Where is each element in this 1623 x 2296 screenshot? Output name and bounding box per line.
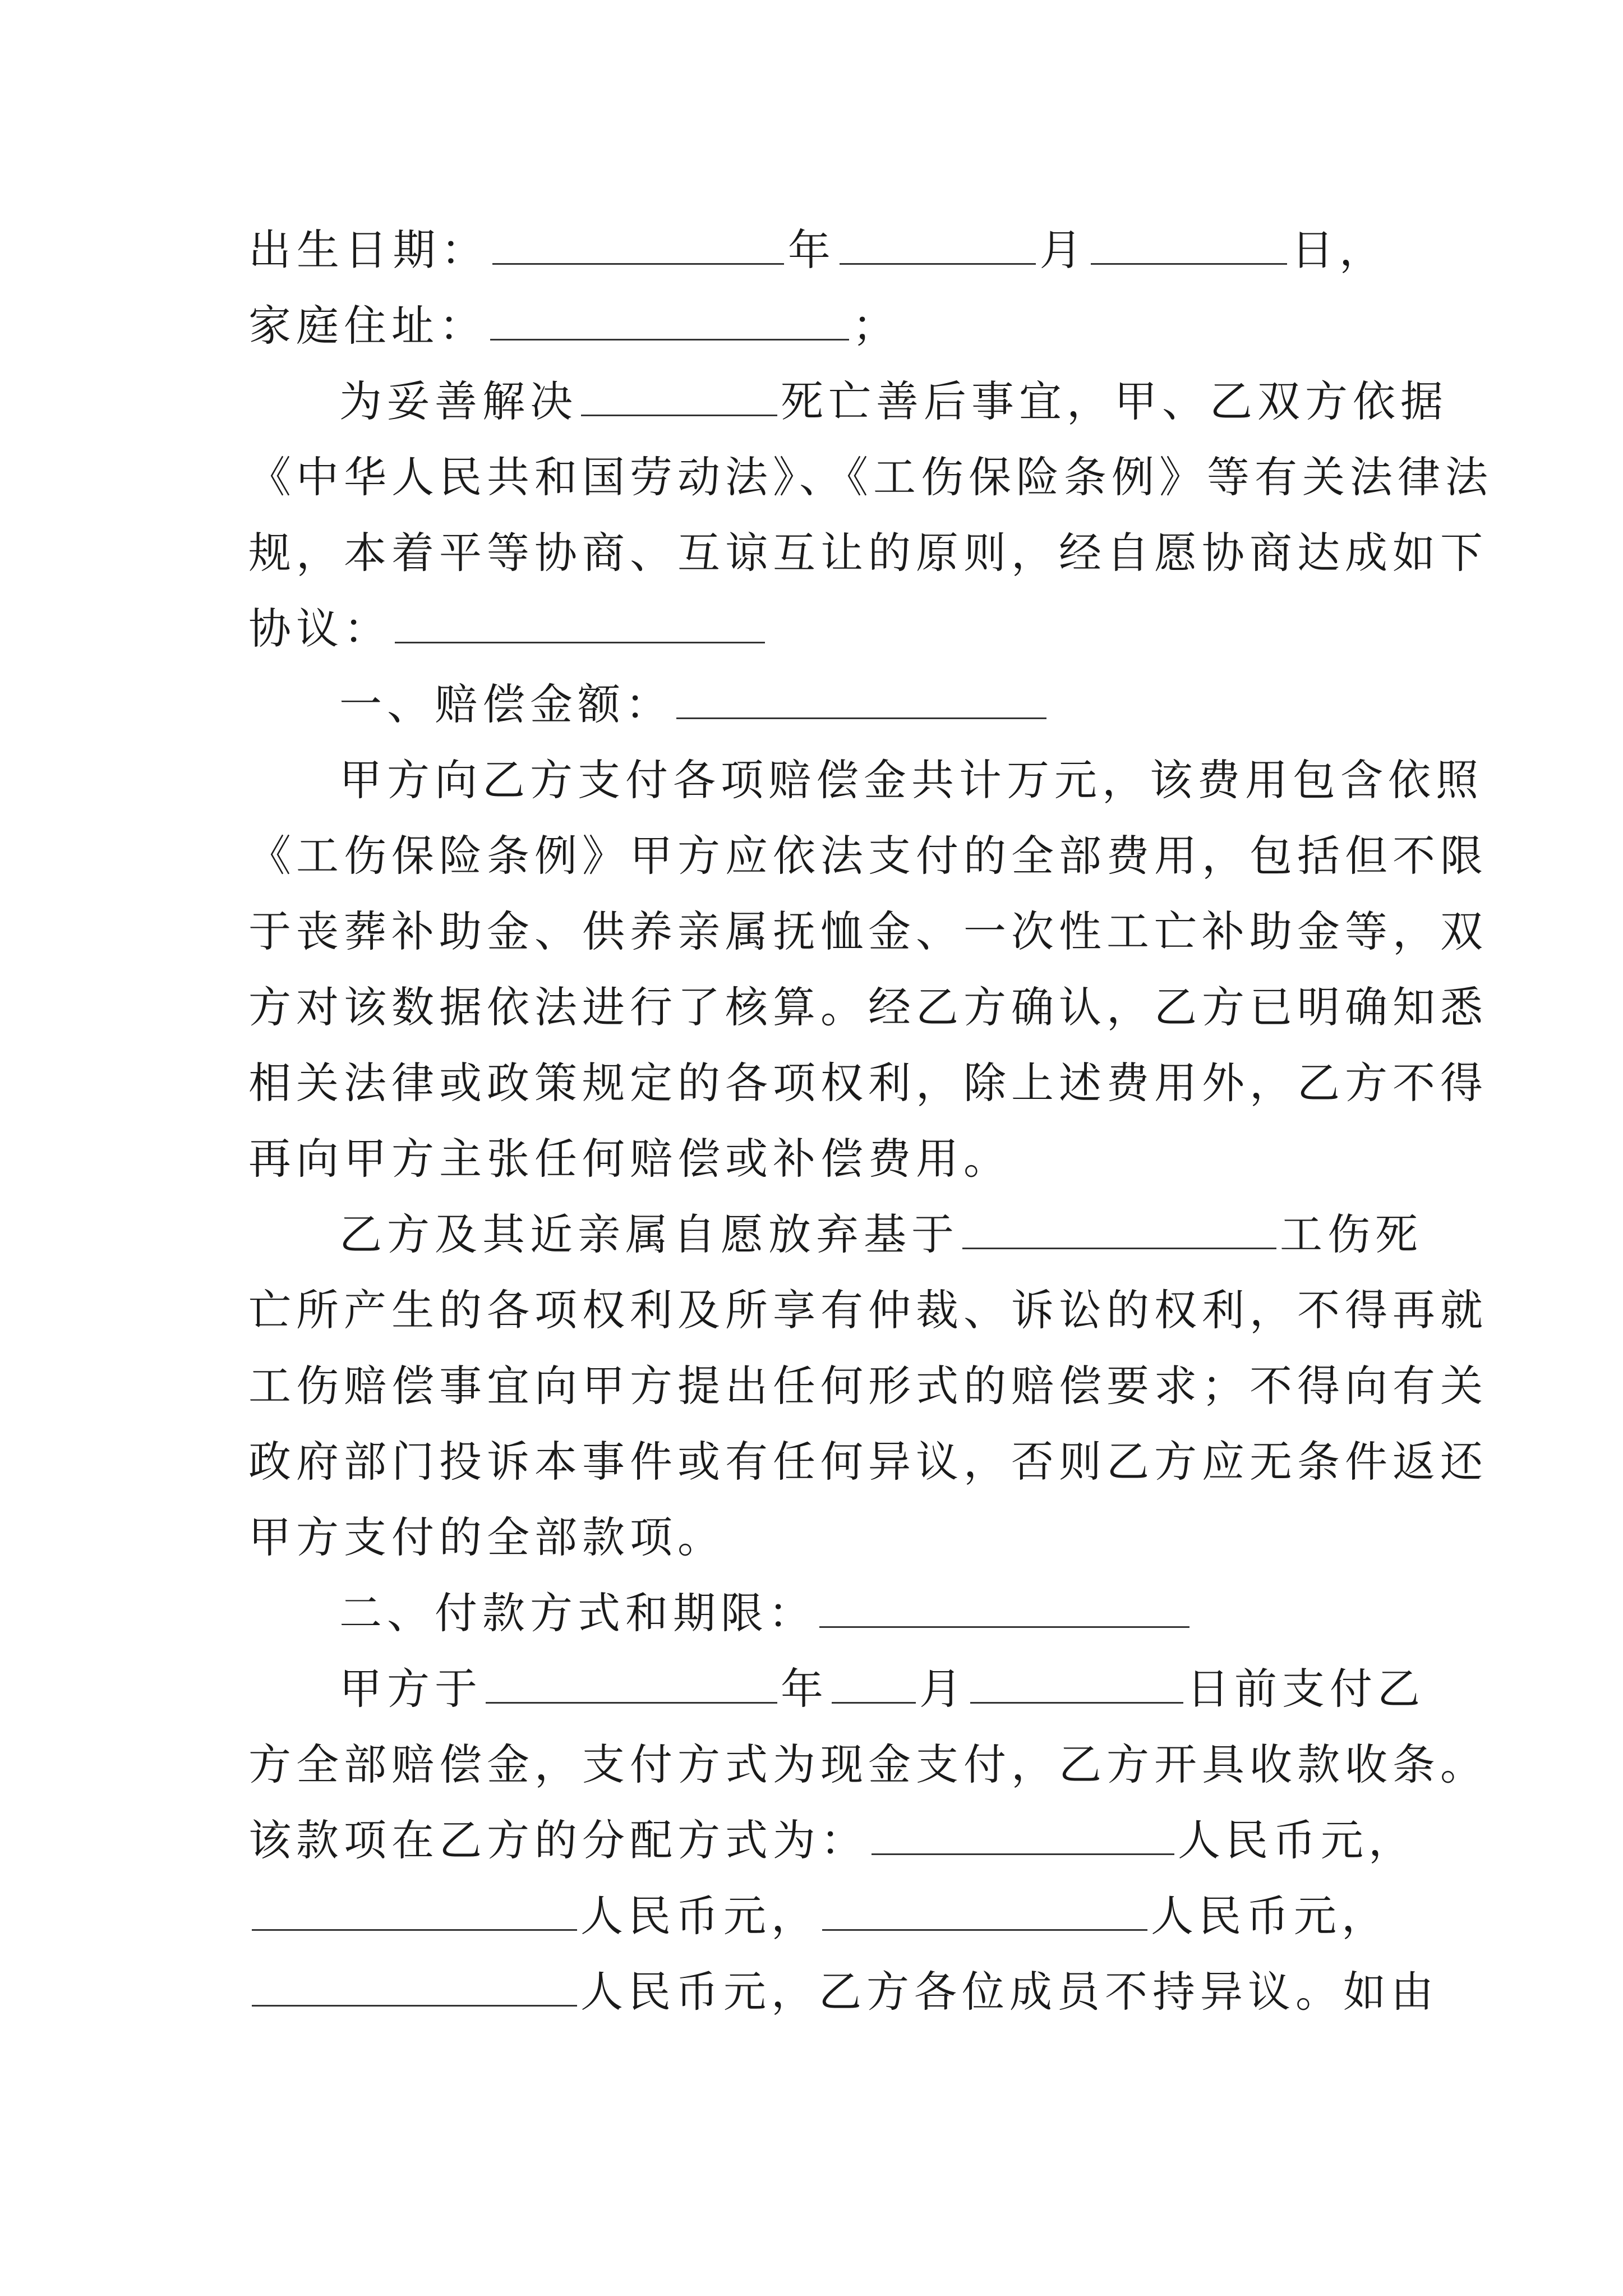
- section1-heading: [248, 666, 1387, 742]
- section2-heading: [248, 1575, 1387, 1651]
- section1-p2-line-3: 工伤赔偿事宜向甲方提出任何形式的赔偿要求；不得向有关: [248, 1361, 1488, 1411]
- distribution-blank-1: [872, 1818, 1174, 1855]
- section2-line-2: 方全部赔偿金，支付方式为现金支付，乙方开具收款收条。: [248, 1740, 1488, 1789]
- preamble-line-4: [248, 591, 1387, 666]
- address-label: 家庭住址：: [248, 301, 487, 351]
- agreement-blank: [395, 606, 765, 643]
- section1-p1-line-3: 于丧葬补助金、供养亲属抚恤金、一次性工亡补助金等，双: [248, 907, 1488, 956]
- distribution-unit-4: 人民币元，乙方各位成员不持异议。如由: [580, 1967, 1438, 2017]
- address-blank: [490, 303, 849, 341]
- preamble-line-2: 《中华人民共和国劳动法》、《工伤保险条例》等有关法律法: [248, 452, 1493, 502]
- payment-year-label: 年: [781, 1664, 828, 1714]
- waiver-text-a: 乙方及其近亲属自愿放弃基于: [339, 1209, 959, 1259]
- preamble-line-3: 规，本着平等协商、互谅互让的原则，经自愿协商达成如下: [248, 528, 1488, 578]
- birth-year-blank: [492, 227, 784, 265]
- birth-date-line: [248, 212, 1387, 288]
- section1-p2-line-4: 政府部门投诉本事件或有任何异议，否则乙方应无条件返还: [248, 1437, 1488, 1487]
- address-end: ；: [852, 301, 900, 351]
- distribution-unit-1: 人民币元，: [1178, 1815, 1416, 1865]
- section2-line-3: [248, 1802, 1416, 1878]
- birth-day-label: 日，: [1290, 225, 1387, 275]
- payment-month-label: 月: [919, 1664, 967, 1714]
- section1-p2-line-5: 甲方支付的全部款项。: [248, 1512, 725, 1562]
- section1-p1-line-6: 再向甲方主张任何赔偿或补偿费用。: [248, 1134, 1011, 1184]
- section1-p2-line-2: 亡所产生的各项权利及所享有仲裁、诉讼的权利，不得再就: [248, 1285, 1488, 1335]
- preamble-text-a: 为妥善解决: [339, 376, 578, 426]
- compensation-amount-blank: [676, 682, 1046, 719]
- payment-method-heading: 二、付款方式和期限：: [339, 1588, 816, 1638]
- section2-line-5: [248, 1954, 1438, 2030]
- section1-p1-line-2: 《工伤保险条例》甲方应依法支付的全部费用，包括但不限: [248, 831, 1488, 881]
- section1-p2-line-1: [248, 1197, 1423, 1272]
- distribution-unit-2: 人民币元，: [580, 1891, 819, 1941]
- section1-p1-line-5: 相关法律或政策规定的各项权利，除上述费用外，乙方不得: [248, 1058, 1488, 1108]
- birth-year-label: 年: [787, 225, 836, 275]
- agreement-label: 协议：: [248, 604, 391, 654]
- waiver-text-b: 工伤死: [1280, 1209, 1423, 1259]
- preamble-line-1: [248, 364, 1448, 439]
- payment-date-text-b: 日前支付乙: [1187, 1664, 1425, 1714]
- compensation-amount-heading: 一、赔偿金额：: [339, 679, 673, 729]
- birth-month-blank: [840, 227, 1036, 265]
- payment-year-blank: [486, 1666, 777, 1704]
- address-line: [248, 288, 1387, 364]
- preamble-text-b: 死亡善后事宜，甲、乙双方依据: [781, 376, 1448, 426]
- distribution-blank-2: [252, 1893, 577, 1931]
- payment-month-blank: [832, 1666, 916, 1704]
- section2-line-1: [248, 1651, 1425, 1727]
- section1-p1-line-4: 方对该数据依法进行了核算。经乙方确认，乙方已明确知悉: [248, 982, 1488, 1032]
- birth-day-blank: [1091, 227, 1287, 265]
- deceased-name-blank: [581, 379, 777, 416]
- payment-method-blank: [819, 1590, 1189, 1628]
- distribution-text: 该款项在乙方的分配方式为：: [248, 1815, 868, 1865]
- distribution-blank-3: [822, 1893, 1147, 1931]
- section2-line-4: [248, 1878, 1387, 1954]
- waiver-name-blank: [962, 1212, 1276, 1249]
- payment-day-blank: [970, 1666, 1183, 1704]
- payment-date-text-a: 甲方于: [339, 1664, 482, 1714]
- agreement-text: [248, 212, 1493, 2030]
- birth-month-label: 月: [1039, 225, 1088, 275]
- birth-date-label: 出生日期：: [248, 225, 490, 275]
- section1-p1-line-1: 甲方向乙方支付各项赔偿金共计万元，该费用包含依照: [339, 755, 1483, 805]
- distribution-unit-3: 人民币元，: [1151, 1891, 1389, 1941]
- distribution-blank-4: [252, 1969, 577, 2007]
